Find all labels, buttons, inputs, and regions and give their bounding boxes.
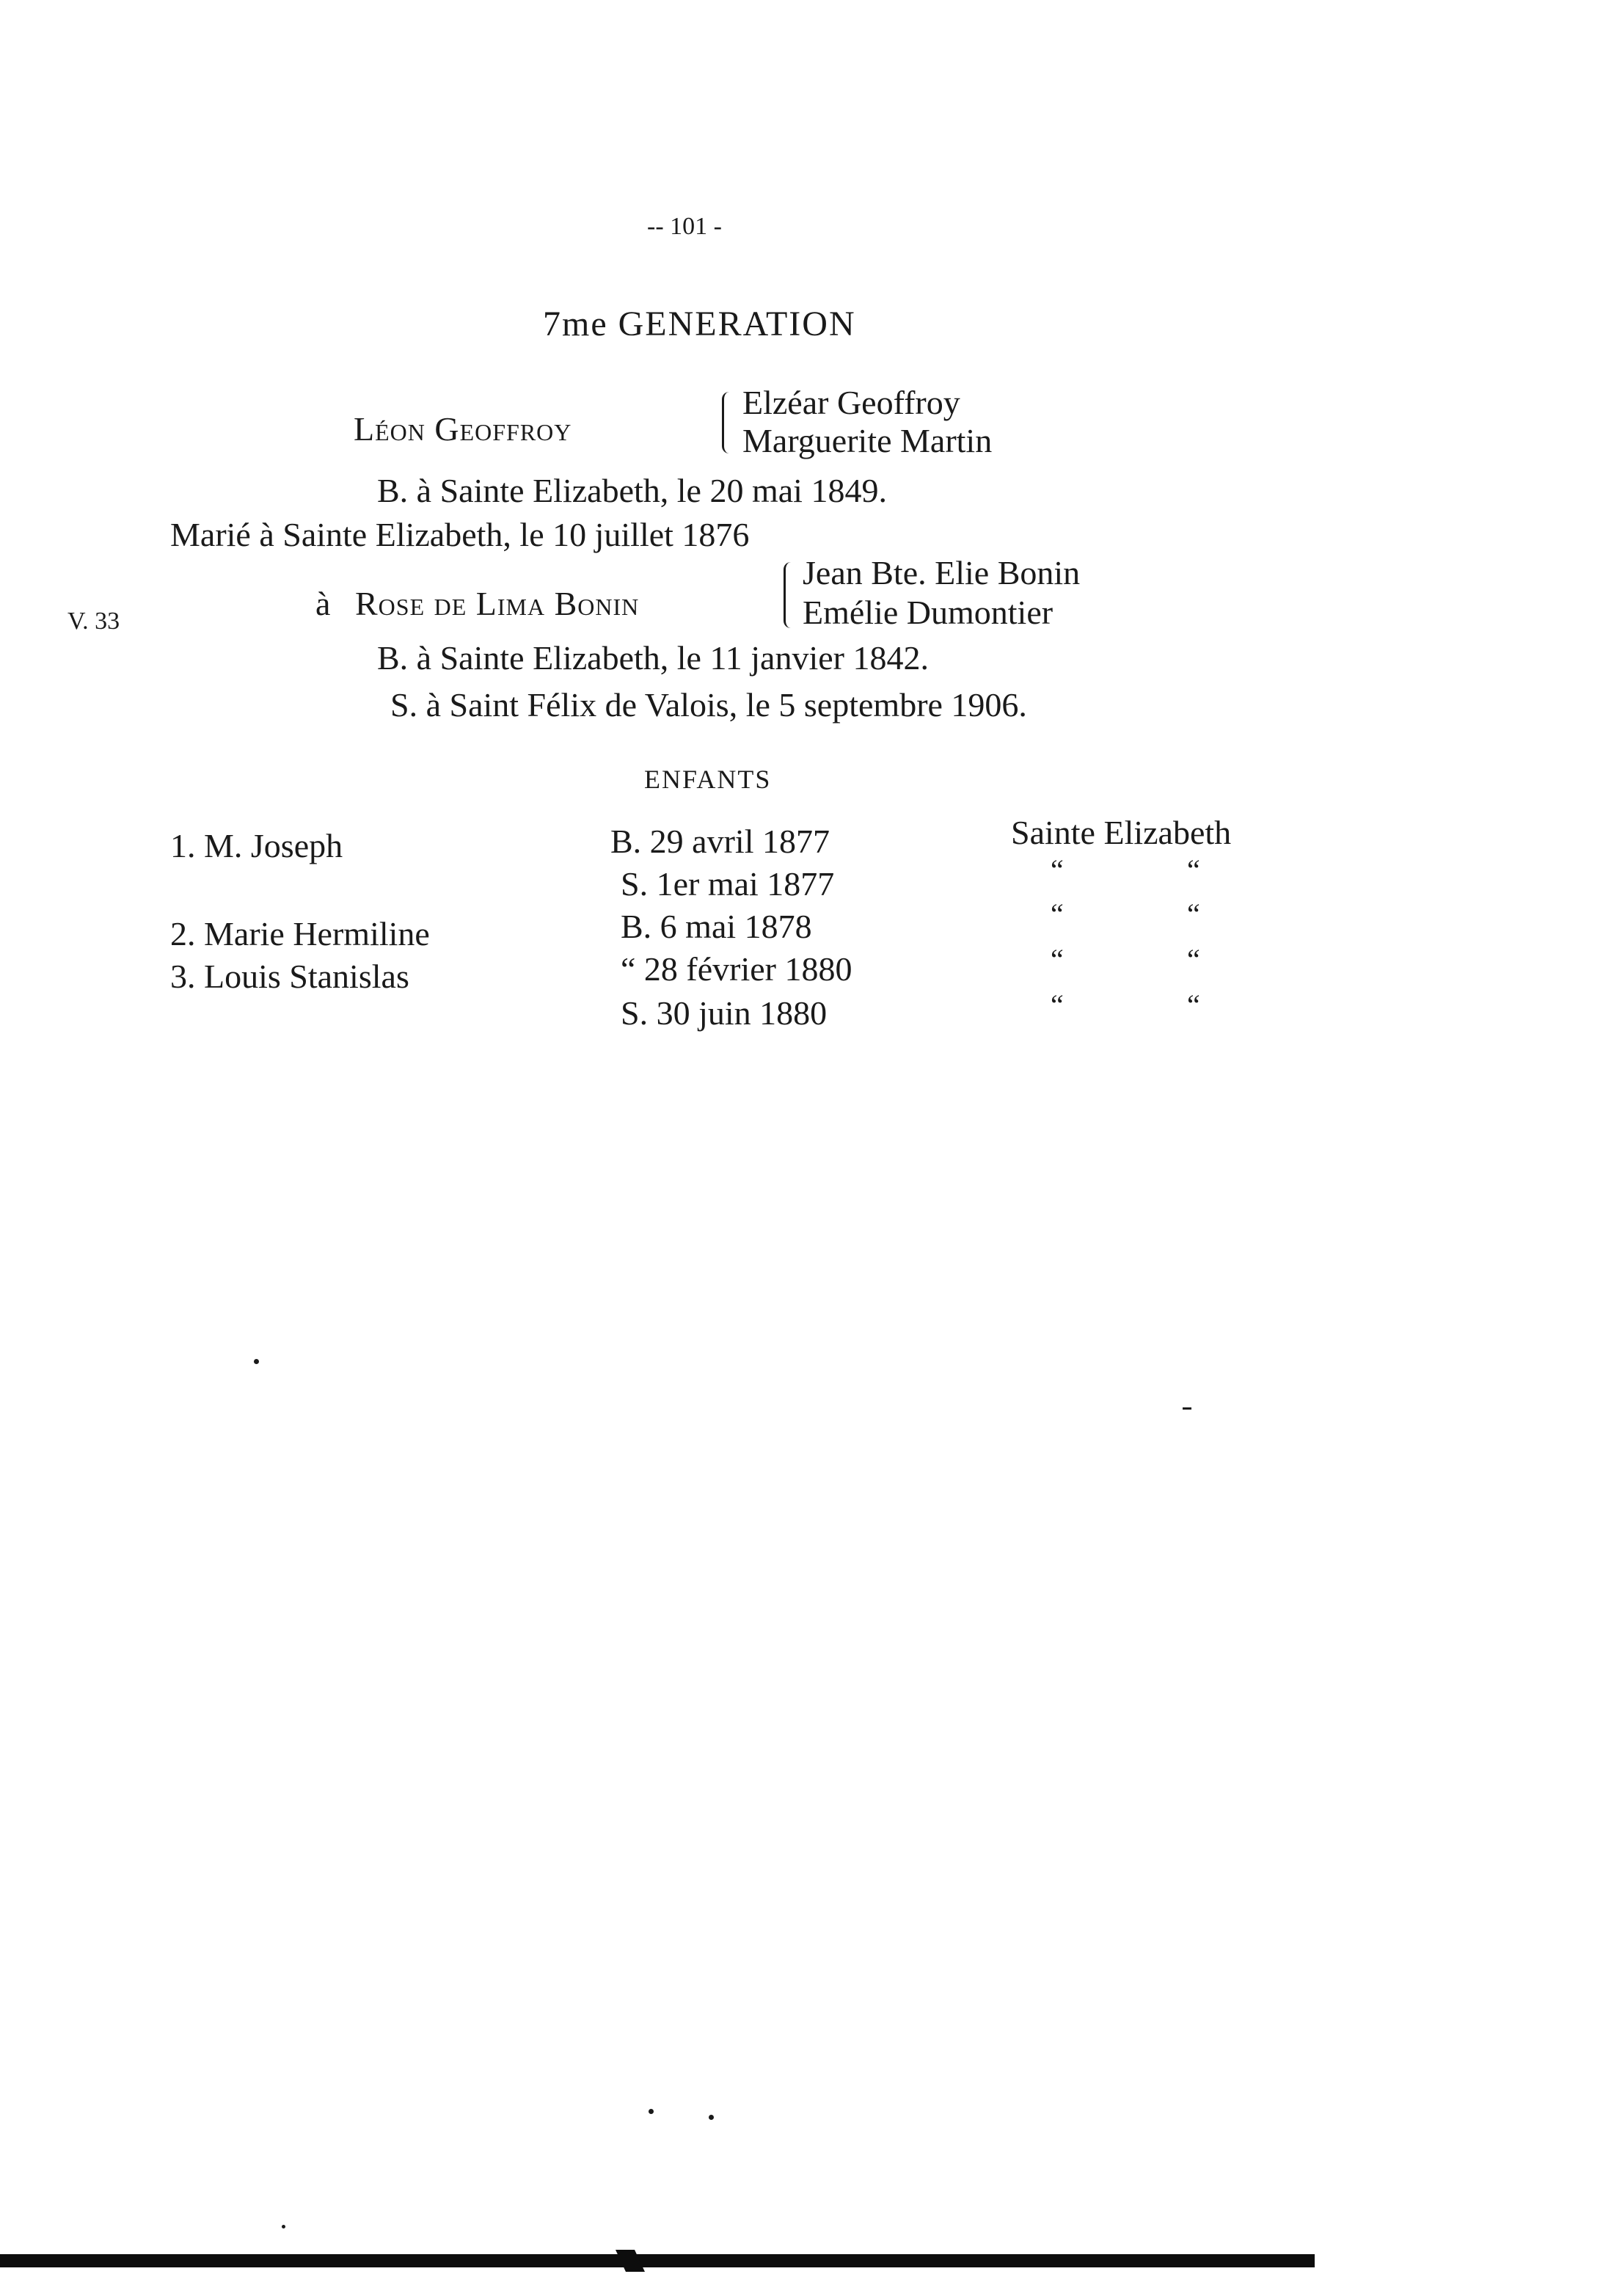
- ditto-mark: “: [1051, 853, 1064, 886]
- spouse-name: Rose de Lima Bonin: [355, 585, 640, 622]
- spouse-mother: Emélie Dumontier: [803, 594, 1054, 631]
- subject-father: Elzéar Geoffroy: [742, 384, 960, 421]
- child-event: B. 6 mai 1878: [621, 908, 812, 945]
- spouse-father: Jean Bte. Elie Bonin: [803, 554, 1081, 591]
- ditto-mark: “: [1051, 988, 1064, 1021]
- subject-birth: B. à Sainte Elizabeth, le 20 mai 1849.: [377, 472, 887, 509]
- child-name: 2. Marie Hermiline: [170, 915, 430, 952]
- scan-speck: [1183, 1407, 1191, 1410]
- child-event: S. 30 juin 1880: [621, 994, 828, 1032]
- child-event: S. 1er mai 1877: [621, 865, 835, 903]
- child-name: 3. Louis Stanislas: [170, 958, 409, 995]
- child-event: B. 29 avril 1877: [610, 823, 830, 860]
- generation-heading: 7me GENERATION: [543, 305, 856, 343]
- spouse-prefix: à: [315, 585, 331, 622]
- scan-speck: [709, 2115, 714, 2120]
- ditto-mark: “: [1187, 943, 1200, 976]
- ditto-mark: “: [1187, 853, 1200, 886]
- child-name: 1. M. Joseph: [170, 827, 343, 864]
- scan-speck: [282, 2225, 285, 2228]
- ditto-mark: “: [1051, 943, 1064, 976]
- spouse-parents-brace: [784, 562, 796, 628]
- ditto-mark: “: [1187, 988, 1200, 1021]
- child-event: “ 28 février 1880: [621, 950, 852, 988]
- subject-name: Léon Geoffroy: [354, 410, 572, 448]
- subject-mother: Marguerite Martin: [742, 422, 993, 459]
- ditto-mark: “: [1051, 897, 1064, 930]
- scan-speck: [254, 1359, 259, 1364]
- scan-speck: [649, 2109, 654, 2114]
- child-place: Sainte Elizabeth: [1011, 814, 1232, 851]
- margin-reference: V. 33: [67, 608, 120, 635]
- subject-marriage: Marié à Sainte Elizabeth, le 10 juillet 1876: [170, 516, 750, 553]
- ditto-mark: “: [1187, 897, 1200, 930]
- spouse-birth: B. à Sainte Elizabeth, le 11 janvier 1842.: [377, 639, 929, 677]
- spouse-burial: S. à Saint Félix de Valois, le 5 septembre 1906.: [390, 686, 1027, 724]
- children-heading: ENFANTS: [644, 765, 772, 794]
- scan-edge-bar: [0, 2254, 1315, 2267]
- page-number: -- 101 -: [647, 213, 722, 240]
- parents-brace: [722, 392, 734, 453]
